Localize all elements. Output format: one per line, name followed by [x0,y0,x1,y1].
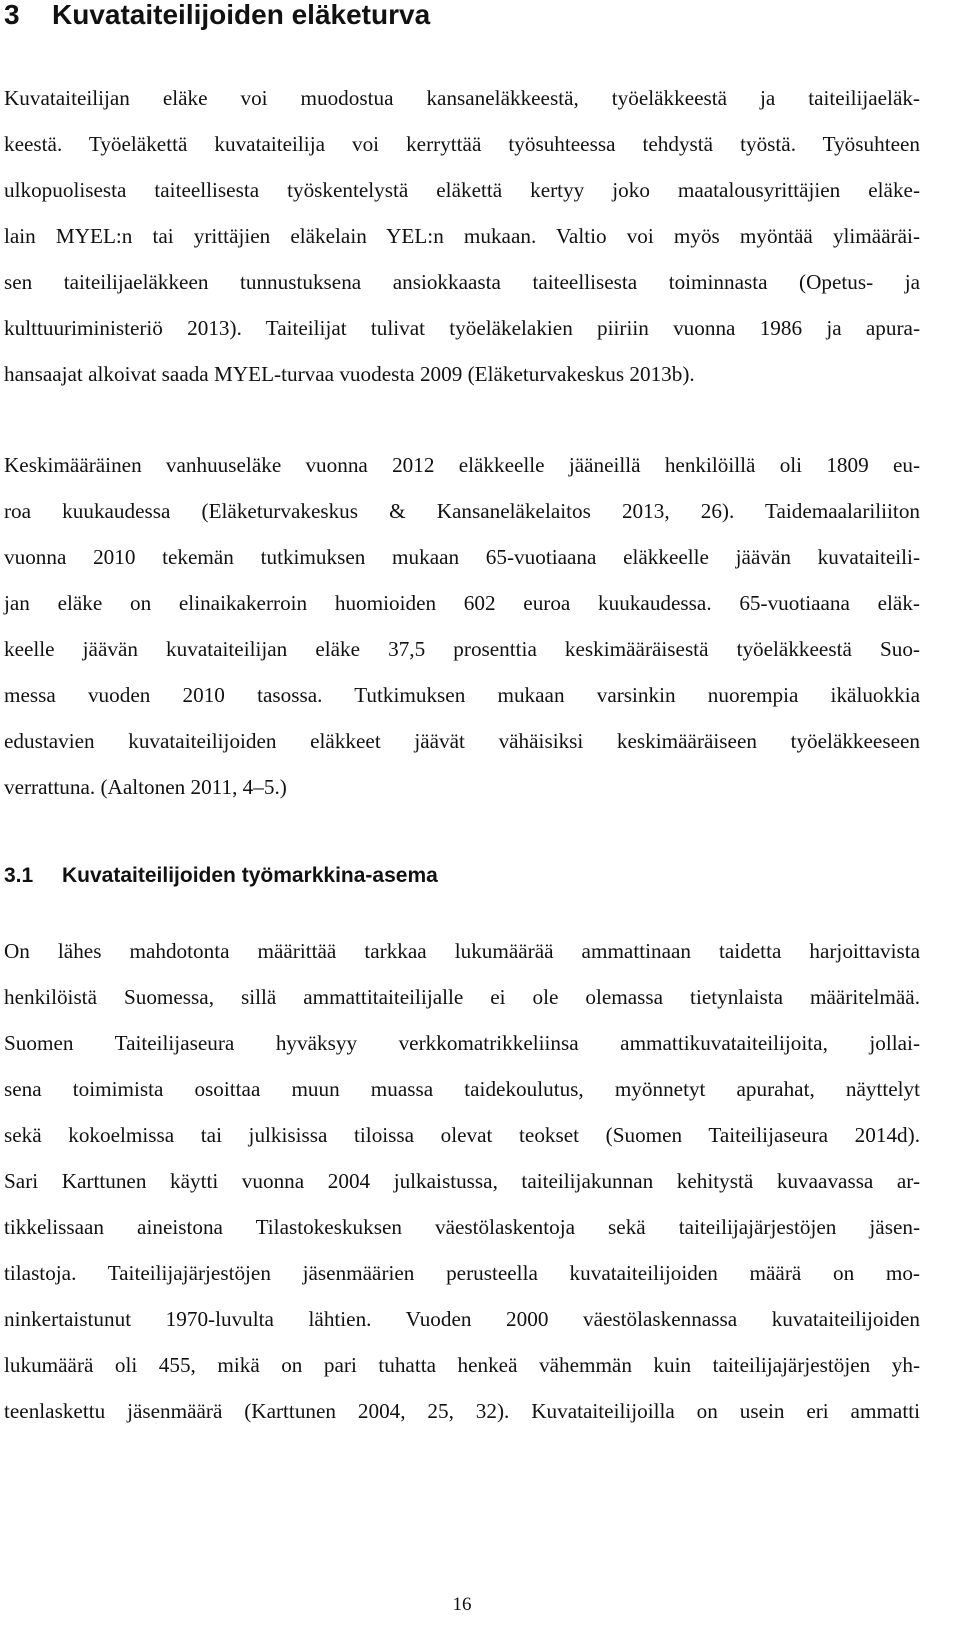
text-line: keestä. Työeläkettä kuvataiteilija voi kerryttää työsuhteessa tehdystä työstä. Työsuhteen [4,132,920,156]
text-line: Sari Karttunen käytti vuonna 2004 julkaistussa, taiteilijakunnan kehitystä kuvaavassa ar- [4,1169,920,1193]
section-title: Kuvataiteilijoiden työmarkkina-asema [62,864,438,887]
text-line: henkilöistä Suomessa, sillä ammattitaiteilijalle ei ole olemassa tietynlaista määritelmää. [4,985,920,1009]
text-line: vuonna 2010 tekemän tutkimuksen mukaan 65-vuotiaana eläkkeelle jäävän kuvataiteili- [4,545,920,569]
text-line: sekä kokoelmissa tai julkisissa tiloissa olevat teokset (Suomen Taiteilijaseura 2014d). [4,1123,920,1147]
text-line: tilastoja. Taiteilijajärjestöjen jäsenmäärien perusteella kuvataiteilijoiden määrä on mo- [4,1261,920,1285]
text-line: hansaajat alkoivat saada MYEL-turvaa vuodesta 2009 (Eläketurvakeskus 2013b). [4,362,695,386]
text-line: edustavien kuvataiteilijoiden eläkkeet jäävät vähäisiksi keskimääräiseen työeläkkeeseen [4,729,920,753]
text-line: verrattuna. (Aaltonen 2011, 4–5.) [4,775,287,799]
text-line: ulkopuolisesta taiteellisesta työskentelystä eläkettä kertyy joko maatalousyrittäjien eläke- [4,178,920,202]
chapter-number: 3 [4,0,20,30]
text-line: On lähes mahdotonta määrittää tarkkaa lukumäärää ammattinaan taidetta harjoittavista [4,939,920,963]
text-line: lain MYEL:n tai yrittäjien eläkelain YEL:n mukaan. Valtio voi myös myöntää ylimääräi- [4,224,920,248]
chapter-heading [4,0,430,30]
text-line: Keskimääräinen vanhuuseläke vuonna 2012 eläkkeelle jääneillä henkilöillä oli 1809 eu- [4,453,920,477]
text-line: roa kuukaudessa (Eläketurvakeskus & Kansaneläkelaitos 2013, 26). Taidemaalariliiton [4,499,920,523]
text-line: sen taiteilijaeläkkeen tunnustuksena ansiokkaasta taiteellisesta toiminnasta (Opetus- ja [4,270,920,294]
text-line: jan eläke on elinaikakerroin huomioiden 602 euroa kuukaudessa. 65-vuotiaana eläk- [4,591,920,615]
section-heading [4,862,438,890]
text-line: lukumäärä oli 455, mikä on pari tuhatta henkeä vähemmän kuin taiteilijajärjestöjen yh- [4,1353,920,1377]
text-line: Suomen Taiteilijaseura hyväksyy verkkomatrikkeliinsa ammattikuvataiteilijoita, jollai- [4,1031,920,1055]
text-line: keelle jäävän kuvataiteilijan eläke 37,5 prosenttia keskimääräisestä työeläkkeestä Suo- [4,637,920,661]
text-line: kulttuuriministeriö 2013). Taiteilijat tulivat työeläkelakien piiriin vuonna 1986 ja apura- [4,316,920,340]
section-number: 3.1 [4,864,34,887]
text-line: ninkertaistunut 1970-luvulta lähtien. Vuoden 2000 väestölaskennassa kuvataiteilijoiden [4,1307,920,1331]
page-number: 16 [452,1594,472,1615]
text-line: teenlaskettu jäsenmäärä (Karttunen 2004, 25, 32). Kuvataiteilijoilla on usein eri ammatti [4,1399,920,1423]
text-line: sena toimimista osoittaa muun muassa taidekoulutus, myönnetyt apurahat, näyttelyt [4,1077,920,1101]
text-line: Kuvataiteilijan eläke voi muodostua kansaneläkkeestä, työeläkkeestä ja taiteilijaeläk- [4,86,920,110]
chapter-title: Kuvataiteilijoiden eläketurva [52,0,431,30]
text-line: messa vuoden 2010 tasossa. Tutkimuksen mukaan varsinkin nuorempia ikäluokkia [4,683,920,707]
text-line: tikkelissaan aineistona Tilastokeskuksen väestölaskentoja sekä taiteilijajärjestöjen jäsen- [4,1215,920,1239]
